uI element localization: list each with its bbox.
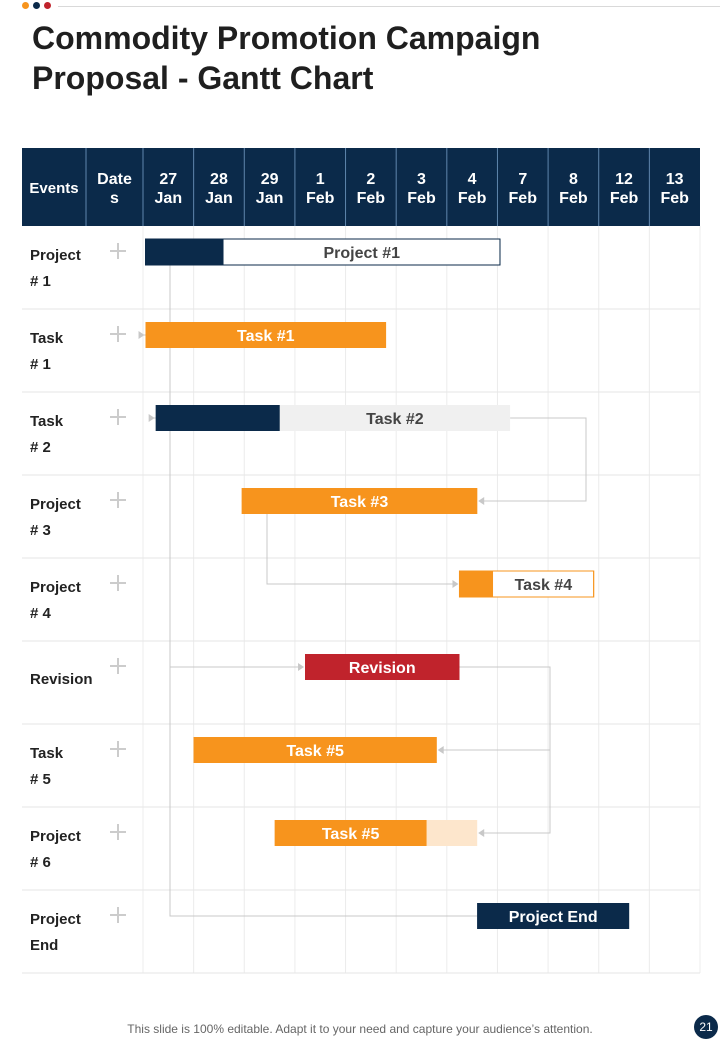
row-label-1-0: Task [30,330,64,347]
row-label-3-1: # 3 [30,522,51,539]
row-label-6-1: # 5 [30,771,51,788]
date-tick-label-5-0: 3 [417,171,426,188]
row-plus-icon-2 [110,409,126,425]
gantt-bar-label-3: Task #3 [330,494,389,511]
gantt-bar-progress-4 [459,571,493,597]
row-label-5-0: Revision [30,671,93,688]
date-tick-label-9-1: Feb [609,190,639,207]
page-number: 21 [694,1015,718,1039]
row-label-4-1: # 4 [30,605,51,622]
row-label-8-1: End [30,937,59,954]
row-plus-icon-1 [110,326,126,342]
connector-arrow-task5b [478,829,484,837]
row-plus-icon-4 [110,575,126,591]
date-tick-label-3-0: 1 [315,171,325,188]
row-label-6-0: Task [30,745,64,762]
connector-arrow-task2 [149,414,155,422]
connector-arrow-task3 [478,497,484,505]
row-label-2-1: # 2 [30,439,51,456]
date-tick-label-2-1: Jan [255,190,284,207]
page-title: Commodity Promotion Campaign Proposal - Gantt Chart [32,20,541,96]
connector-arrow-task5a [438,746,444,754]
date-tick-label-5-1: Feb [407,190,436,207]
row-label-1-1: # 1 [30,356,51,373]
row-label-0-0: Project [30,247,81,264]
row-plus-icon-7 [110,824,126,840]
gantt-bar-label-2: Task #2 [366,411,424,428]
row-plus-icon-0 [110,243,126,259]
footer-note: This slide is 100% editable. Adapt it to your need and capture your audience’s attention. [127,1022,593,1036]
gantt-bar-label-8: Project End [508,909,598,926]
connector-arrow-revision [298,663,304,671]
row-label-2-0: Task [30,413,64,430]
row-label-0-1: # 1 [30,273,51,290]
date-tick-label-10-0: 13 [665,171,684,188]
gantt-bar-label-7: Task #5 [321,826,380,843]
date-tick-label-3-1: Feb [306,190,335,207]
date-tick-label-4-1: Feb [356,190,386,207]
header-dates-label-1: s [110,190,119,207]
gantt-bar-label-6: Task #5 [286,743,344,760]
date-tick-label-4-0: 2 [366,171,376,188]
gantt-bar-progress-0 [146,239,224,265]
row-plus-icon-6 [110,741,126,757]
date-tick-label-7-1: Feb [508,190,537,207]
row-label-8-0: Project [30,911,81,928]
date-tick-label-0-0: 27 [159,171,178,188]
row-label-7-0: Project [30,828,81,845]
date-tick-label-8-0: 8 [568,171,578,188]
date-tick-label-8-1: Feb [559,190,588,207]
date-tick-label-10-1: Feb [660,190,689,207]
header-events-label: Events [29,180,79,197]
date-tick-label-1-1: Jan [205,190,233,207]
connector-arrow-task4 [452,580,458,588]
date-tick-label-0-1: Jan [154,190,183,207]
date-tick-label-6-1: Feb [457,190,487,207]
gantt-bar-progress-2 [156,405,280,431]
connector-arrow-task1 [139,331,145,339]
date-tick-label-9-0: 12 [615,171,633,188]
gantt-bar-label-0: Project #1 [323,245,400,262]
date-tick-label-2-0: 29 [260,171,279,188]
header-dates-label-0: Date [97,171,132,188]
gantt-bar-label-4: Task #4 [514,577,573,594]
row-plus-icon-3 [110,492,126,508]
gantt-bar-label-5: Revision [348,660,416,677]
row-label-4-0: Project [30,579,81,596]
date-tick-label-7-0: 7 [518,171,528,188]
row-label-3-0: Project [30,496,81,513]
row-plus-icon-8 [110,907,126,923]
gantt-bar-label-1: Task #1 [237,328,295,345]
row-plus-icon-5 [110,658,126,674]
date-tick-label-6-0: 4 [467,171,477,188]
date-tick-label-1-0: 28 [210,171,228,188]
row-label-7-1: # 6 [30,854,51,871]
